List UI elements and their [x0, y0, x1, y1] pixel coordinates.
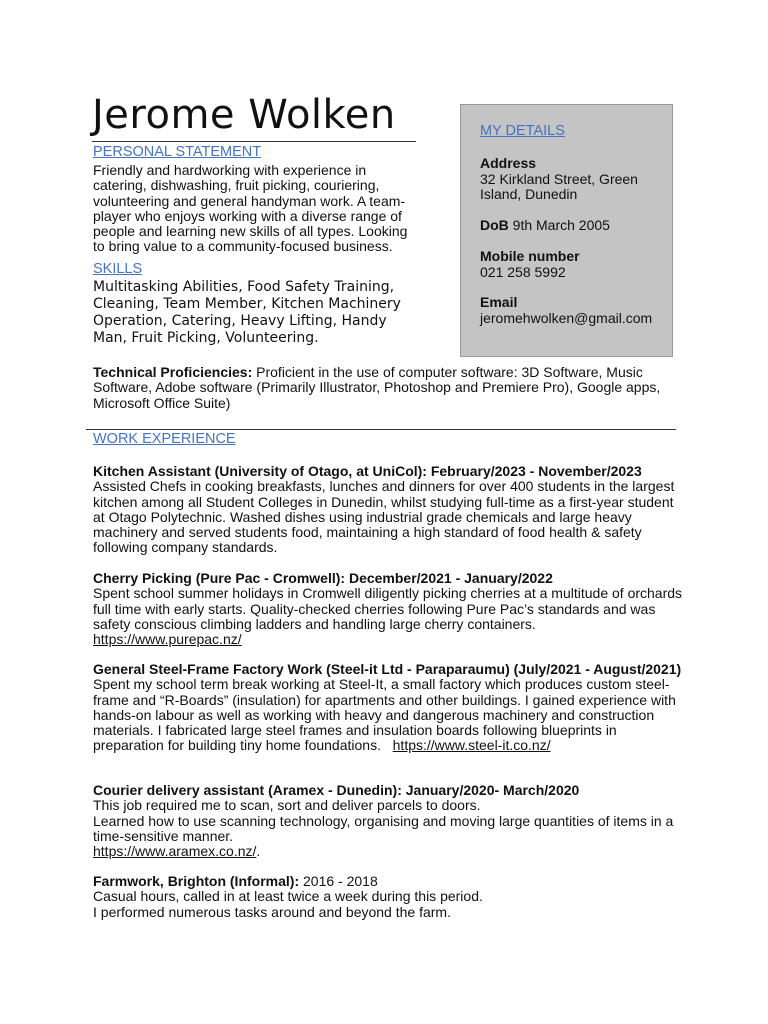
- job-title: Courier delivery assistant (Aramex - Dunedin): January/2020- March/2020: [93, 782, 580, 798]
- name-divider: [92, 141, 416, 142]
- dob-value: 9th March 2005: [512, 217, 610, 233]
- work-experience-heading: WORK EXPERIENCE: [93, 431, 236, 447]
- job-title: General Steel-Frame Factory Work (Steel-it Ltd - Paraparaumu) (July/2021 - August/2021): [93, 661, 682, 677]
- email-label: Email: [480, 294, 518, 310]
- skills-heading: SKILLS: [93, 261, 143, 277]
- my-details-panel: [460, 104, 673, 357]
- job-description: Assisted Chefs in cooking breakfasts, lunches and dinners for over 400 students in the largest kitchen among all Student Colleges in Dunedin, whilst studying full-time as a first-year student at Otago Polytechnic. Washed dishes using industrial grade chemicals and large heavy machinery and served students food, maintaining a high standard of food health & safety following company standards.: [93, 478, 675, 556]
- technical-proficiencies: [93, 365, 683, 411]
- technical-text: Proficient in the use of computer software: 3D Software, Music Software, Adobe software (Primarily Illustrator, Photoshop and Premiere Pro), Google apps, Microsoft Office Suite): [93, 364, 661, 411]
- job-description-wrapper: [93, 677, 683, 753]
- job-entry-farmwork: [93, 874, 683, 920]
- mobile-label: Mobile number: [480, 248, 580, 264]
- job-description-line1: Casual hours, called in at least twice a week during this period.: [93, 888, 483, 905]
- steel-it-link[interactable]: https://www.steel-it.co.nz/: [392, 737, 551, 754]
- aramex-link[interactable]: https://www.aramex.co.nz/: [93, 843, 257, 860]
- job-entry-cherry-picking: [93, 571, 683, 647]
- aramex-link-wrapper: https://www.aramex.co.nz/.: [93, 843, 261, 860]
- job-description: Spent my school term break working at Steel-It, a small factory which produces custom steel-frame and “R-Boards” (insulation) for apartments and other buildings. I gained experience with hands-on labour as well as working with heavy and dangerous machinery and construction materials. I fabricated large steel frames and insulation boards following blueprints in preparation for building tiny home foundations.: [93, 676, 676, 754]
- job-description: Spent school summer holidays in Cromwell diligently picking cherries at a multitude of orchards full time with early starts. Quality-checked cherries following Pure Pac’s standards and was safety conscious climbing ladders and handling large cherry containers.: [93, 585, 683, 632]
- job-title: Farmwork, Brighton (Informal):: [93, 873, 300, 889]
- mobile-value: 021 258 5992: [480, 263, 566, 280]
- address-block: [480, 156, 660, 203]
- job-title: Kitchen Assistant (University of Otago, at UniCol): February/2023 - November/2023: [93, 463, 642, 479]
- job-description-line1: This job required me to scan, sort and deliver parcels to doors.: [93, 797, 481, 814]
- job-title: Cherry Picking (Pure Pac - Cromwell): December/2021 - January/2022: [93, 570, 553, 586]
- personal-statement-heading: PERSONAL STATEMENT: [93, 144, 262, 160]
- job-entry-kitchen-assistant: [93, 464, 683, 556]
- email-block: [480, 295, 652, 326]
- applicant-name: Jerome Wolken: [92, 92, 396, 138]
- address-value: 32 Kirkland Street, Green Island, Dunedin: [480, 170, 638, 202]
- work-divider: [86, 429, 676, 430]
- technical-label: Technical Proficiencies:: [93, 364, 253, 380]
- mobile-block: [480, 249, 580, 280]
- address-label: Address: [480, 155, 537, 171]
- job-description-line2: Learned how to use scanning technology, organising and moving large quantities of items in a time-sensitive manner.: [93, 812, 674, 844]
- skills-text: Multitasking Abilities, Food Safety Training, Cleaning, Team Member, Kitchen Machinery Operation, Catering, Heavy Lifting, Handy Man, Fruit Picking, Volunteering.: [93, 279, 401, 346]
- email-value: jeromehwolken@gmail.com: [480, 309, 653, 326]
- purepac-link[interactable]: https://www.purepac.nz/: [93, 631, 242, 648]
- job-dates: 2016 - 2018: [299, 873, 378, 889]
- job-description-line2: I performed numerous tasks around and beyond the farm.: [93, 903, 451, 920]
- dob-label: DoB: [480, 217, 509, 233]
- personal-statement-text: Friendly and hardworking with experience in catering, dishwashing, fruit picking, couriering, volunteering and general handyman work. A team-player who enjoys working with a diverse range of people and learning new skills of all types. Looking to bring value to a community-focused business.: [93, 162, 408, 255]
- dob-block: [480, 218, 610, 234]
- job-entry-steel-frame: [93, 662, 683, 754]
- my-details-heading: MY DETAILS: [480, 123, 565, 139]
- job-entry-courier: [93, 783, 683, 859]
